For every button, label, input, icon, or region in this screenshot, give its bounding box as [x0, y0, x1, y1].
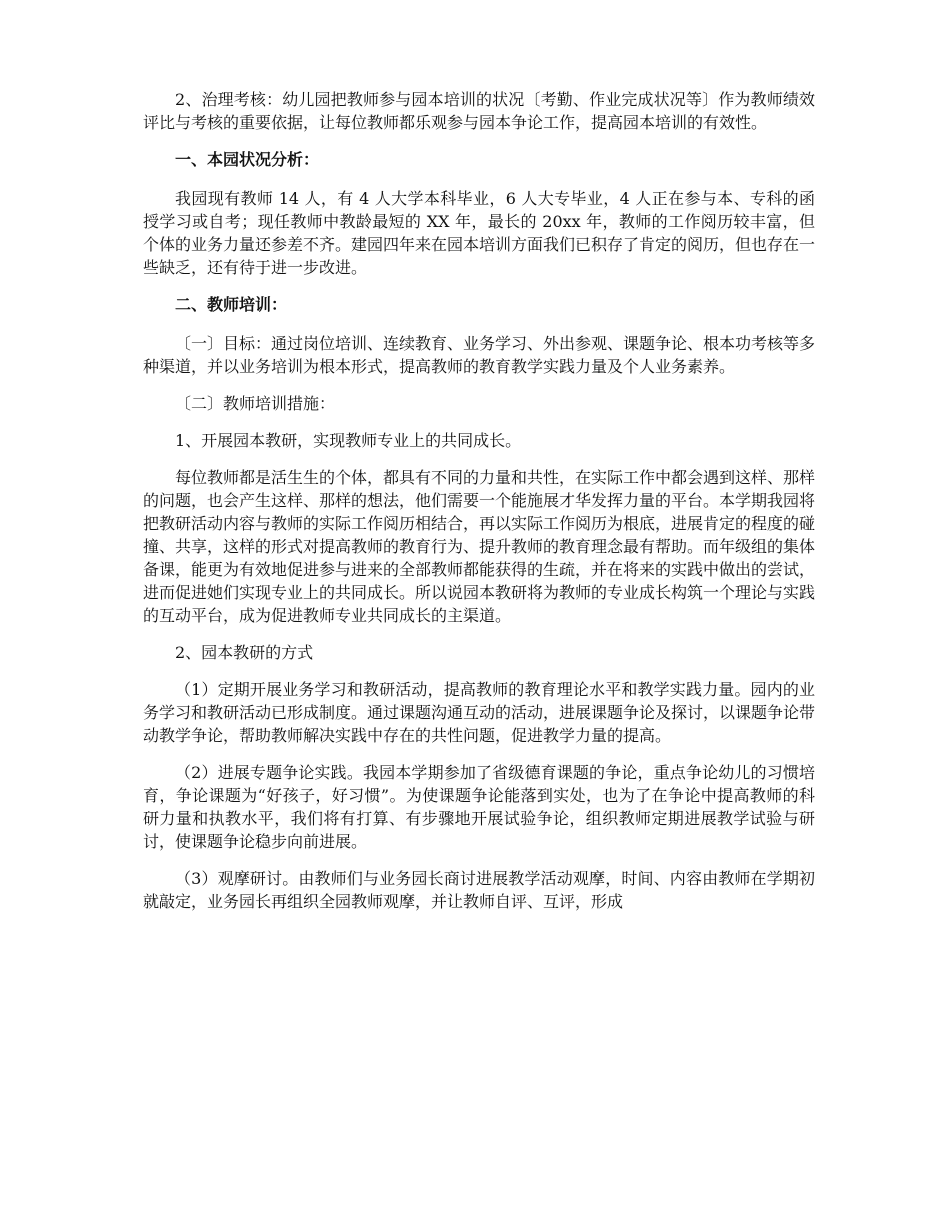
paragraph-training-goal: 〔一〕目标：通过岗位培训、连续教育、业务学习、外出参观、课题争论、根本功考核等多种渠道，并以业务培训为根本形式，提高教师的教育教学实践力量及个人业务素养。	[143, 334, 816, 376]
paragraph-teacher-growth: 每位教师都是活生生的个体，都具有不同的力量和共性，在实际工作中都会遇到这样、那样的问题，也会产生这样、那样的想法，他们需要一个能施展才华发挥力量的平台。本学期我园将把教研活动内容与教师的实际工作阅历相结合，再以实际工作阅历为根底，进展肯定的程度的碰撞、共享，这样的形式对提高教师的教育行为、提升教师的教育理念最有帮助。而年级组的集体备课，能更为有效地促进参与进来的全部教师都能获得的生疏，并在将来的实践中做出的尝试，进而促进她们实现专业上的共同成长。所以说园本教研将为教师的专业成长构筑一个理论与实践的互动平台，成为促进教师专业共同成长的主渠道。	[143, 468, 816, 625]
paragraph-teacher-status: 我园现有教师 14 人，有 4 人大学本科毕业，6 人大专毕业，4 人正在参与本、专科的函授学习或自考；现任教师中教龄最短的 XX 年，最长的 20xx 年，教师的工作阅历较丰富，但个体的业务力量还参差不齐。建园四年来在园本培训方面我们已积存了肯定的阅历，但也存在一些缺乏，还有待于进一步改进。	[143, 189, 816, 277]
document-page	[143, 88, 815, 927]
paragraph-research-methods: 2、园本教研的方式	[175, 643, 314, 662]
paragraph-method-3: （3）观摩研讨。由教师们与业务园长商讨进展教学活动观摩，时间、内容由教师在学期初就敲定，业务园长再组织全园教师观摩，并让教师自评、互评，形成	[143, 869, 815, 911]
paragraph-school-research: 1、开展园本教研，实现教师专业上的共同成长。	[175, 431, 522, 450]
paragraph-method-1: （1）定期开展业务学习和教研活动，提高教师的教育理论水平和教学实践力量。园内的业务学习和教研活动已形成制度。通过课题沟通互动的活动，进展课题争论及探讨，以课题争论带动教学争论，帮助教师解决实践中存在的共性问题，促进教学力量的提高。	[143, 680, 816, 745]
paragraph-training-measures: 〔二〕教师培训措施：	[175, 394, 336, 413]
paragraph-method-2: （2）进展专题争论实践。我园本学期参加了省级德育课题的争论，重点争论幼儿的习惯培育，争论课题为“好孩子，好习惯”。为使课题争论能落到实处，也为了在争论中提高教师的科研力量和执教水平，我们将有打算、有步骤地开展试验争论，组织教师定期进展教学试验与研讨，使课题争论稳步向前进展。	[143, 763, 815, 851]
paragraph-management-assessment: 2、治理考核：幼儿园把教师参与园本培训的状况〔考勤、作业完成状况等〕作为教师绩效评比与考核的重要依据，让每位教师都乐观参与园本争论工作，提高园本培训的有效性。	[143, 90, 815, 132]
heading-teacher-training: 二、教师培训：	[175, 295, 288, 314]
heading-kindergarten-analysis: 一、本园状况分析：	[175, 150, 320, 169]
